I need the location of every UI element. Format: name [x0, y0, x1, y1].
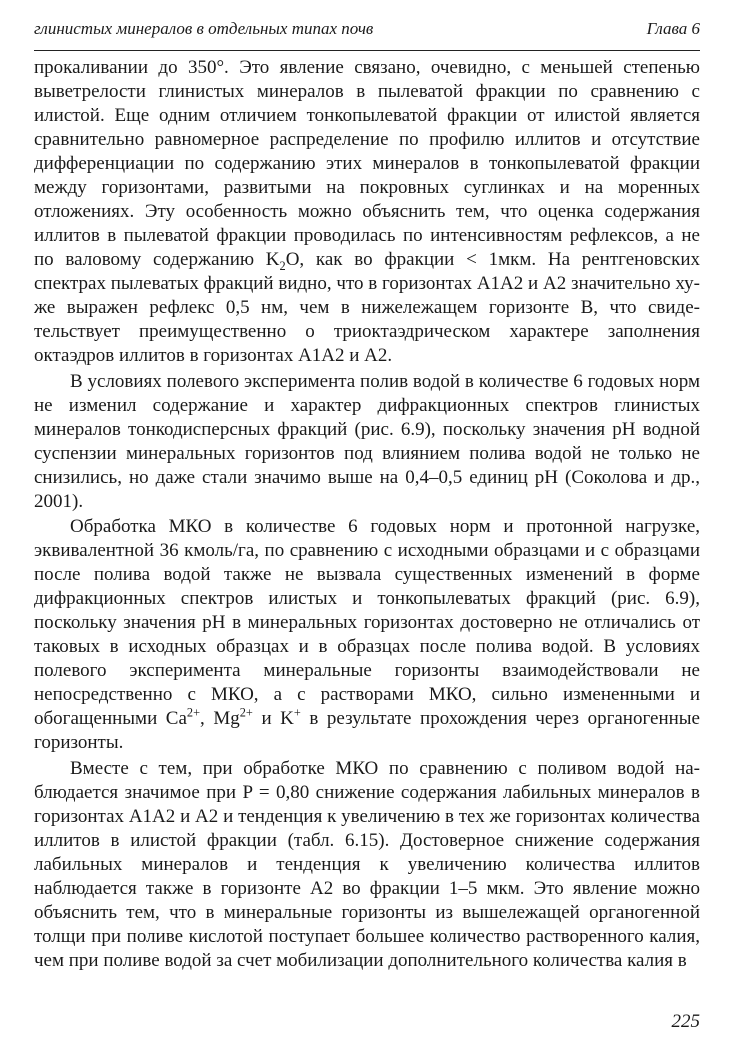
page-number: 225 — [671, 1011, 700, 1032]
header-rule — [34, 50, 700, 51]
running-title: глинистых минералов в отдельных типах почв — [34, 19, 374, 38]
chapter-label: Глава 6 — [646, 19, 700, 38]
subscript-2: 2 — [279, 258, 286, 273]
superscript-k: + — [293, 705, 301, 720]
paragraph-3-text-c: и K — [252, 708, 294, 729]
paragraph-1-text-b: O, как во фракции < 1мкм. На рентгеновских спектрах пылеватых фракций видно, что в горизонтах A1A2 и A2 значительно хуже выражен рефлекс 0,5 нм, чем в нижележащем горизонте B, что свидетельствует преимущественно о триоктаэдрическом характере заполнения октаэдров иллитов в горизонтах A1A2 и A2. — [34, 249, 700, 366]
superscript-ca: 2+ — [186, 705, 201, 720]
paragraph-4: Вместе с тем, при обработке МКО по сравнению с поливом водой наблюдается значимое при P = 0,80 снижение содержания лабильных минералов в горизонтах A1A2 и A2 и тенденция к увеличению в тех же горизонтах количества иллитов в илистой фракции (табл. 6.15). Достоверное снижение содержания лабильных минералов и тенденция к увеличению количества иллитов наблюдается также в горизонте A2 во фракции 1–5 мкм. Это явление можно объяснить тем, что в минеральные горизонты из вышележащей органогенной толщи при поливе кислотой поступает большее количество растворенного калия, чем при поливе водой за счет мобилизации дополнительного количества калия в — [34, 757, 700, 971]
body-text — [34, 56, 700, 974]
paragraph-1 — [34, 56, 700, 368]
paragraph-2: В условиях полевого эксперимента полив водой в количестве 6 годовых норм не изменил содержание и характер дифракционных спектров глинистых минералов тонкодисперсных фракций (рис. 6.9), поскольку значения pH водной суспензии минеральных горизонтов под влиянием полива водой не только не снизились, но даже стали значимо выше на 0,4–0,5 единиц pH (Соколова и др., 2001). — [34, 370, 700, 512]
superscript-mg: 2+ — [239, 705, 253, 720]
paragraph-3 — [34, 515, 700, 755]
paragraph-3-text-a: Обработка МКО в количестве 6 годовых норм и протонной нагрузке, эквивалентной 36 кмоль/га, по сравнению с исходными образцами и с образцами после полива водой также не вызвала существенных изменений в форме дифракционных спектров илистых и тонкопылеватых фракций (рис. 6.9), поскольку значения pH в минеральных горизонтах достоверно не отличались от таковых в исходных образцах и в образцах после полива водой. В условиях полевого эксперимента минеральные горизонты взаимодействовали не непосредственно с МКО, а с растворами МКО, сильно измененными и обогащенными Ca — [34, 516, 700, 729]
running-head — [34, 14, 700, 44]
paragraph-3-text-b: , Mg — [200, 708, 240, 729]
paragraph-3-text-d: в результате прохождения через органогенные горизонты. — [34, 708, 700, 753]
paragraph-1-text-a: прокаливании до 350°. Это явление связано, очевидно, с меньшей степенью выветрелости глинистых минералов в пылеватой фракции по сравнению с илистой. Еще одним отличием тонкопылеватой фракции от илистой является сравнительно равномерное распределение по профилю иллитов и отсутствие дифференциации по содержанию этих минералов в тонкопылеватой фракции между горизонтами, развитыми на покровных суглинках и на моренных отложениях. Эту особенность можно объяснить тем, что оценка содержания иллитов в пылеватой фракции проводилась по интенсивностям рефлексов, а не по валовому содержанию K — [34, 57, 700, 270]
